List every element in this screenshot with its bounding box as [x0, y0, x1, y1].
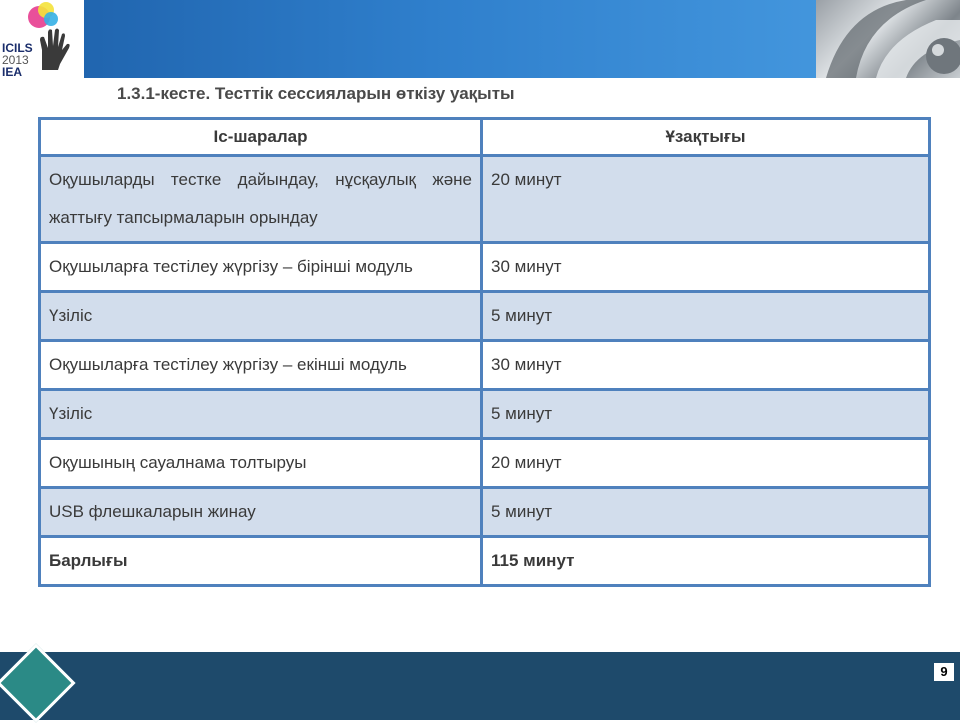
activity-cell: Оқушыларға тестілеу жүргізу – екінші модуль [40, 341, 482, 390]
total-label-cell: Барлығы [40, 537, 482, 586]
corner-decorative-image [816, 0, 960, 78]
table-total-row [40, 537, 930, 586]
activity-cell: USB флешкаларын жинау [40, 488, 482, 537]
activity-cell: Үзіліс [40, 390, 482, 439]
activity-cell: Үзіліс [40, 292, 482, 341]
logo-line-1: ICILS [2, 41, 33, 55]
table-caption: 1.3.1-кесте. Тесттік сессияларын өткізу уақыты [117, 84, 515, 103]
activity-cell: Оқушыларға тестілеу жүргізу – бірінші модуль [40, 243, 482, 292]
table-row [40, 390, 930, 439]
metal-sphere-graphic [816, 0, 960, 78]
duration-cell: 20 минут [482, 439, 930, 488]
header-duration: Ұзақтығы [482, 119, 930, 156]
duration-cell: 20 минут [482, 156, 930, 243]
icils-logo [0, 0, 84, 78]
duration-cell: 5 минут [482, 488, 930, 537]
total-duration-cell: 115 минут [482, 537, 930, 586]
logo-line-2: 2013 [2, 53, 29, 67]
hand-icon [36, 26, 74, 70]
table-row [40, 439, 930, 488]
page-number: 9 [934, 663, 954, 681]
session-time-table [38, 117, 931, 587]
logo-blue-circle [44, 12, 58, 26]
duration-cell: 5 минут [482, 292, 930, 341]
table-row [40, 292, 930, 341]
duration-cell: 30 минут [482, 341, 930, 390]
activity-cell: Оқушының сауалнама толтыруы [40, 439, 482, 488]
table-row [40, 341, 930, 390]
table-row [40, 488, 930, 537]
duration-cell: 30 минут [482, 243, 930, 292]
duration-cell: 5 минут [482, 390, 930, 439]
logo-line-3: IEA [2, 65, 23, 79]
table-header-row [40, 119, 930, 156]
logo-text [2, 42, 33, 78]
table-row [40, 243, 930, 292]
header-activities: Іс-шаралар [40, 119, 482, 156]
footer-bar [0, 652, 960, 720]
activity-cell: Оқушыларды тестке дайындау, нұсқаулық және жаттығу тапсырмаларын орындау [40, 156, 482, 243]
table-row [40, 156, 930, 243]
